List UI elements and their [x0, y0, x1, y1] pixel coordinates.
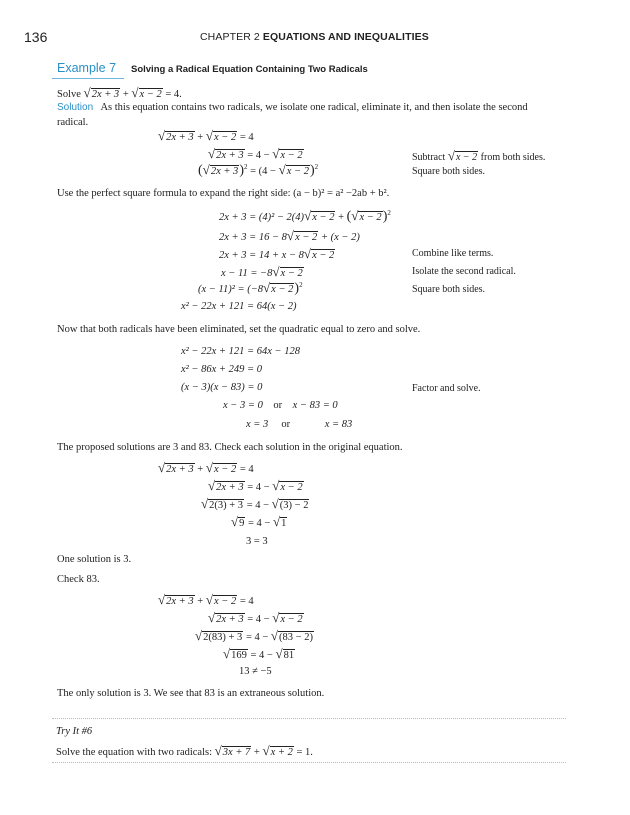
equation-line: √169 = 4 − √81: [223, 646, 295, 661]
equation-line: √2x + 3 = 4 − √x − 2: [208, 146, 303, 161]
step-note: Subtract √x − 2 from both sides.: [412, 148, 546, 163]
try-it-top-rule: [52, 718, 566, 719]
equation-line: √9 = 4 − √1: [231, 514, 287, 529]
equation-line: √2x + 3 + √x − 2 = 4: [158, 128, 254, 143]
paragraph: One solution is 3.: [57, 554, 132, 565]
equation-line: √2x + 3 = 4 − √x − 2: [208, 478, 303, 493]
step-note: Square both sides.: [412, 284, 486, 295]
step-note: Square both sides.: [412, 166, 486, 177]
chapter-title: EQUATIONS AND INEQUALITIES: [262, 31, 429, 43]
equation-line: 2x + 3 = 14 + x − 8√x − 2: [219, 246, 335, 261]
step-note: Combine like terms.: [412, 248, 494, 259]
equation-line: (x − 3)(x − 83) = 0: [181, 382, 263, 393]
problem-statement: Solve √2x + 3 + √x − 2 = 4.: [57, 85, 182, 100]
solution-label: Solution: [57, 102, 94, 113]
step-note: Isolate the second radical.: [412, 266, 516, 277]
example-label: Example 7: [57, 61, 117, 75]
equation-line: 13 ≠ −5: [239, 666, 272, 677]
equation-line: $(√2x + 3)^2 = (4 - √x - 2)^2$: [198, 162, 319, 178]
equation-line: x² − 22x + 121 = 64(x − 2): [181, 301, 297, 312]
radical: √x − 2: [131, 85, 162, 100]
solve-word: Solve: [57, 89, 81, 100]
paragraph: Check 83.: [57, 574, 100, 585]
equation-line: √2x + 3 = 4 − √x − 2: [208, 610, 303, 625]
equation-line: √2x + 3 + √x − 2 = 4: [158, 592, 254, 607]
chapter-header: [200, 31, 429, 43]
equation-line: $(x - 11)^2 = (-8√x - 2)^2$: [198, 280, 303, 296]
paragraph: Now that both radicals have been eliminated, set the quadratic equal to zero and solve.: [57, 324, 421, 335]
try-it-bottom-rule: [52, 762, 566, 763]
equation-line: x − 3 = 0 or x − 83 = 0: [223, 400, 338, 411]
equation-line: √2(3) + 3 = 4 − √(3) − 2: [201, 496, 309, 511]
paragraph: The proposed solutions are 3 and 83. Check each solution in the original equation.: [57, 442, 403, 453]
step-note: Factor and solve.: [412, 383, 481, 394]
equation-line: x = 3 or x = 83: [246, 419, 353, 430]
paragraph: The only solution is 3. We see that 83 is an extraneous solution.: [57, 688, 325, 699]
example-underline: [52, 78, 124, 79]
example-title: Solving a Radical Equation Containing Two Radicals: [131, 64, 368, 75]
paragraph: Use the perfect square formula to expand the right side: (a − b)² = a² −2ab + b².: [57, 188, 390, 199]
equation-line: √2x + 3 + √x − 2 = 4: [158, 460, 254, 475]
solution-intro-line2: radical.: [57, 117, 89, 128]
equation-line: x − 11 = −8√x − 2: [221, 264, 303, 279]
radical: √2x + 3: [83, 85, 120, 100]
equation-line: x² − 86x + 249 = 0: [181, 364, 262, 375]
equation-line: $2x + 3 = (4)^2 - 2(4)√x - 2 + (√x - 2)^2$: [219, 208, 391, 224]
chapter-prefix: CHAPTER 2: [200, 31, 260, 43]
equation-line: x² − 22x + 121 = 64x − 128: [181, 346, 300, 357]
try-it-title: Try It #6: [56, 726, 93, 737]
try-it-prompt: Solve the equation with two radicals: √3x + 7 + √x + 2 = 1.: [56, 743, 313, 758]
equation-line: √2(83) + 3 = 4 − √(83 − 2): [195, 628, 313, 643]
equation-line: 2x + 3 = 16 − 8√x − 2 + (x − 2): [219, 228, 360, 243]
equation-line: 3 = 3: [246, 536, 268, 547]
solution-intro-line1: Solution As this equation contains two radicals, we isolate one radical, eliminate it, and then isolate the second: [57, 102, 528, 113]
page-number: 136: [24, 29, 48, 45]
